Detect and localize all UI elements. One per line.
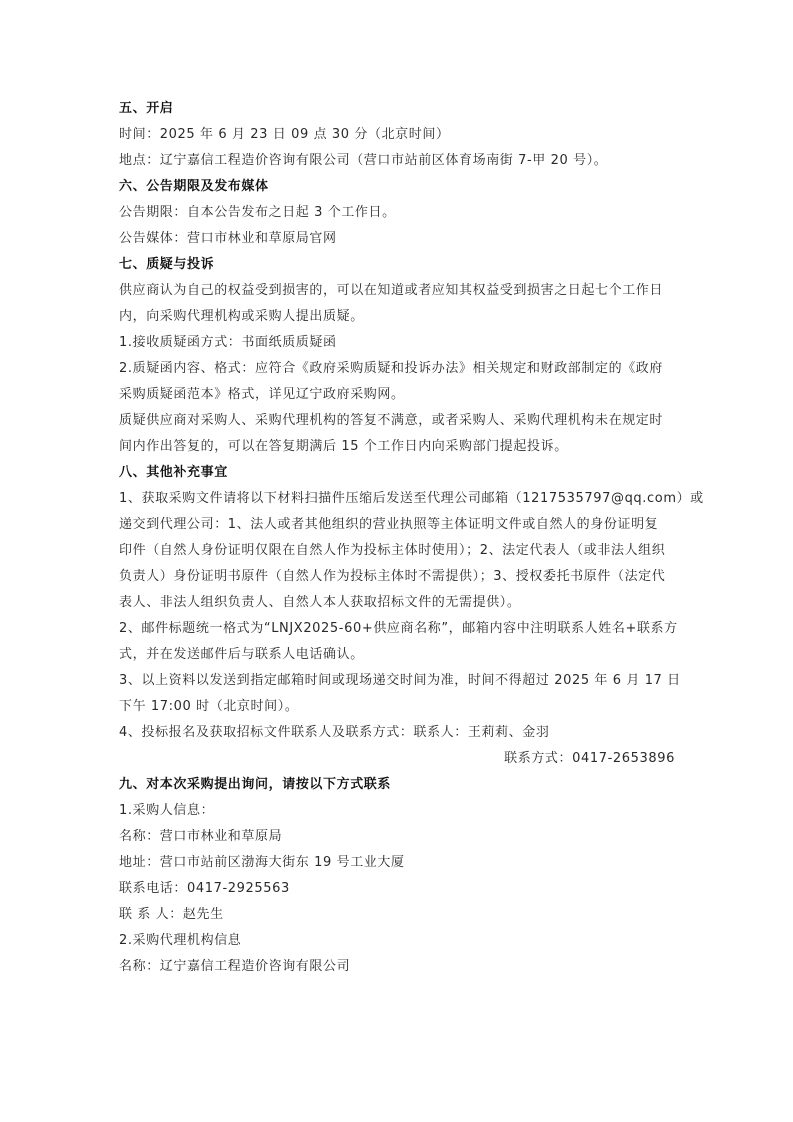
- text-line: 联系方式：0417-2653896: [504, 751, 675, 766]
- text-line: 供应商认为自己的权益受到损害的，可以在知道或者应知其权益受到损害之日起七个工作日: [119, 283, 664, 298]
- text-line: 表人、非法人组织负责人、自然人本人获取招标文件的无需提供）。: [119, 595, 521, 610]
- text-line: 地点：辽宁嘉信工程造价咨询有限公司（营口市站前区体育场南街 7-甲 20 号）。: [119, 153, 608, 168]
- text-line: 名称：营口市林业和草原局: [119, 829, 283, 844]
- text-line: 公告媒体：营口市林业和草原局官网: [119, 231, 337, 246]
- text-line: 印件（自然人身份证明仅限在自然人作为投标主体时使用）；2、法定代表人（或非法人组织: [119, 543, 666, 558]
- text-line: 公告期限：自本公告发布之日起 3 个工作日。: [119, 205, 396, 220]
- text-line: 1、获取采购文件请将以下材料扫描件压缩后发送至代理公司邮箱（1217535797@qq.com）或: [119, 491, 704, 506]
- text-line: 递交到代理公司：1、法人或者其他组织的营业执照等主体证明文件或自然人的身份证明复: [119, 517, 659, 532]
- text-line: 2.采购代理机构信息: [119, 933, 242, 948]
- section-heading: 五、开启: [119, 101, 174, 116]
- text-line: 时间：2025 年 6 月 23 日 09 点 30 分（北京时间）: [119, 127, 450, 142]
- text-line: 联系电话：0417-2925563: [119, 881, 290, 896]
- section-heading: 九、对本次采购提出询问，请按以下方式联系: [119, 777, 392, 792]
- text-line: 1.采购人信息：: [119, 803, 215, 818]
- section-heading: 七、质疑与投诉: [119, 257, 215, 272]
- text-line: 1.接收质疑函方式：书面纸质质疑函: [119, 335, 337, 350]
- text-line: 4、投标报名及获取招标文件联系人及联系方式：联系人：王莉莉、金羽: [119, 725, 550, 740]
- text-line: 内，向采购代理机构或采购人提出质疑。: [119, 309, 364, 324]
- text-line: 2、邮件标题统一格式为“LNJX2025-60+供应商名称”，邮箱内容中注明联系人姓名+联系方: [119, 621, 678, 636]
- section-heading: 八、其他补充事宜: [119, 465, 228, 480]
- text-line: 间内作出答复的，可以在答复期满后 15 个工作日内向采购部门提起投诉。: [119, 439, 568, 454]
- text-line: 采购质疑函范本》格式，详见辽宁政府采购网。: [119, 387, 405, 402]
- text-line: 2.质疑函内容、格式：应符合《政府采购质疑和投诉办法》相关规定和财政部制定的《政府: [119, 361, 664, 376]
- text-line: 质疑供应商对采购人、采购代理机构的答复不满意，或者采购人、采购代理机构未在规定时: [119, 413, 664, 428]
- text-line: 3、以上资料以发送到指定邮箱时间或现场递交时间为准，时间不得超过 2025 年 6 月 17 日: [119, 673, 681, 688]
- text-line: 联 系 人：赵先生: [119, 907, 224, 922]
- text-line: 地址：营口市站前区渤海大街东 19 号工业大厦: [119, 855, 405, 870]
- section-heading: 六、公告期限及发布媒体: [119, 179, 269, 194]
- text-line: 下午 17:00 时（北京时间）。: [119, 699, 299, 714]
- text-line: 负责人）身份证明书原件（自然人作为投标主体时不需提供）；3、授权委托书原件（法定代: [119, 569, 666, 584]
- text-line: 式，并在发送邮件后与联系人电话确认。: [119, 647, 364, 662]
- document-body: [119, 96, 704, 980]
- text-line: 名称：辽宁嘉信工程造价咨询有限公司: [119, 959, 351, 974]
